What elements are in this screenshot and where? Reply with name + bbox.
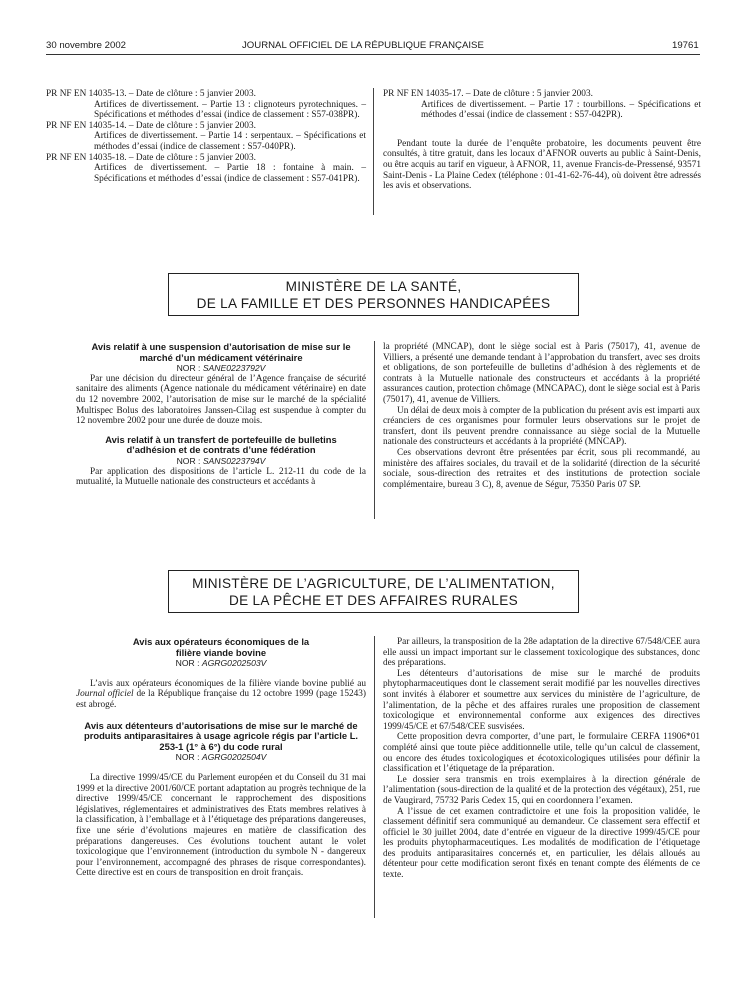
avis-detenteurs-body-right-4: Le dossier sera transmis en trois exemplaires à la direction générale de l’alimentation (sous-direction de la qualité et de la protection des végétaux), 251, rue de Vaugirard, 75732 Paris Cedex 15, qui en coordonnera l’examen.	[383, 774, 700, 806]
avis-transfert-body-right-2: Un délai de deux mois à compter de la publication du présent avis est imparti aux créanciers de ces organismes pour formuler leurs observations sur le projet de transfert, dont ils peuvent prendre connaissance au siège social de la Mutuelle nationale des constructeurs et accédants à la propriété (MNCAP).	[383, 405, 700, 448]
avis-detenteurs-body-left: La directive 1999/45/CE du Parlement européen et du Conseil du 31 mai 1999 et la directive 2001/60/CE portant adaptation au progrès technique de la directive 1999/45/CE concernant le rapprochement des dispositions législatives, réglementaires et administratives des Etats membres relatives à la classification, à l’emballage et à l’étiquetage des préparations dangereuses, fixe une série d’évolutions majeures en matière de classification des préparations dangereuses. Ces évolutions touchent autant le volet toxicologique que l’environnement (introduction du symbole N - dangereux pour l’environnement, accompagné des phrases de risque correspondantes). Cette directive est en cours de transposition en droit français.	[76, 772, 366, 879]
avis-operateurs-body: L’avis aux opérateurs économiques de la filière viande bovine publié au Journal officiel de la République française du 12 octobre 1999 (page 15243) est abrogé.	[76, 678, 367, 710]
standards-left-column	[46, 89, 366, 184]
standard-code: PR NF EN 14035-14. – Date de clôture : 5 janvier 2003.	[46, 120, 256, 131]
standard-entry	[383, 89, 701, 121]
avis-suspension-nor: NOR : SANE0223792V	[176, 363, 266, 374]
standard-code: PR NF EN 14035-17. – Date de clôture : 5 janvier 2003.	[383, 89, 593, 99]
ministry-agriculture-line1: MINISTÈRE DE L’AGRICULTURE, DE L’ALIMENTATION,	[192, 576, 555, 591]
standard-code: PR NF EN 14035-18. – Date de clôture : 5 janvier 2003.	[46, 152, 256, 163]
avis-detenteurs-body-right-5: A l’issue de cet examen contradictoire et une fois la proposition validée, le classement définitif sera communiqué au demandeur. Ce classement sera effectif et officiel le 30 juillet 2004, date d’entrée en vigueur de la directive 1999/45/CE pour les produits phytopharmaceutiques. Les modalités de modification de l’étiquetage des produits antiparasitaires concernés et, en particulier, les délais alloués au détenteur pour cette modification seront fixés en tenant compte des éléments de ce texte.	[383, 806, 700, 881]
avis-operateurs-title: Avis aux opérateurs économiques de la filière viande bovine	[132, 636, 310, 658]
avis-detenteurs-title: Avis aux détenteurs d’autorisations de mise sur le marché de produits antiparasitaires à usage agricole régis par l’article L. 253-1 (1° à 6°) du code rural	[83, 719, 359, 752]
standard-entry	[46, 121, 366, 153]
avis-suspension-title: Avis relatif à une suspension d’autorisation de mise sur le marché d’un médicament vétérinaire	[91, 341, 351, 363]
avis-operateurs-nor: NOR : AGRG0202503V	[175, 658, 267, 669]
avis-detenteurs-body-right-2: Les détenteurs d’autorisations de mise sur le marché de produits phytopharmaceutiques dont le classement serait modifié par les nouvelles directives sont invités à élaborer et soumettre aux services du ministère de l’agriculture, de l’alimentation, de la pêche et des affaires rurales une proposition de classement toxicologique et environnemental conforme aux exigences des directives 1999/45/CE et 67/548/CEE susvisées.	[383, 668, 700, 732]
avis-transfert-nor: NOR : SANS0223794V	[176, 455, 266, 466]
page-number: 19761	[672, 40, 699, 51]
column-divider	[374, 341, 375, 519]
enquiry-paragraph: Pendant toute la durée de l’enquête probatoire, les documents peuvent être consultés, à titre gratuit, dans les locaux d’AFNOR ouverts au public à Saint-Denis, ou être acquis au tarif en vigueur, à AFNOR, 11, avenue Francis-de-Pressensé, 93571 Saint-Denis - La Plaine Cedex (téléphone : 01-41-62-76-44), où doivent être adressés les avis et observations.	[383, 138, 701, 192]
ministry-sante-box	[168, 273, 579, 316]
avis-suspension-body: Par une décision du directeur général de l’Agence française de sécurité sanitaire des aliments (Agence nationale du médicament vétérinaire) en date du 12 novembre 2002, l’autorisation de mise sur le marché de la spécialité Multispec Bolus des laboratoires Janssen-Cilag est suspendue à compter du 12 novembre 2002 pour une durée de douze mois.	[76, 373, 366, 427]
ministry-agriculture-box	[168, 570, 579, 613]
standard-code: PR NF EN 14035-13. – Date de clôture : 5 janvier 2003.	[46, 89, 256, 99]
sante-right-column	[383, 342, 700, 490]
ministry-sante-line2: DE LA FAMILLE ET DES PERSONNES HANDICAPÉES	[196, 296, 551, 311]
avis-transfert-body-right-1: la propriété (MNCAP), dont le siège social est à Paris (75017), 41, avenue de Villiers, a présenté une demande tendant à l’approbation du transfert, avec ses droits et obligations, de son portefeuille de bulletins d’adhésion à des règlements et de contrats à la Mutuelle nationale des constructeurs et accédants à la propriété assurances caution, protection chômage (MNCAPAC), dont le siège social est à Paris (75017), 41, avenue de Villiers.	[383, 342, 700, 405]
avis-detenteurs-nor: NOR : AGRG0202504V	[175, 752, 267, 763]
standard-description: Artifices de divertissement. – Partie 18 : fontaine à main. – Spécifications et méthodes d’essai (indice de classement : S57-041PR).	[94, 163, 366, 184]
ministry-agriculture-line2: DE LA PÊCHE ET DES AFFAIRES RURALES	[228, 593, 518, 608]
sante-left-column	[76, 342, 366, 488]
avis-transfert-body-right-3: Ces observations devront être présentées par écrit, sous pli recommandé, au ministère des affaires sociales, du travail et de la solidarité (direction de la sécurité sociale, sous-direction des retraites et des institutions de protection sociale complémentaire, bureau 3 C), 8, avenue de Ségur, 75350 Paris 07 SP.	[383, 447, 700, 490]
standard-description: Artifices de divertissement. – Partie 13 : clignoteurs pyrotechniques. – Spécifications et méthodes d’essai (indice de classement : S57-038PR).	[94, 99, 366, 121]
agriculture-left-column	[76, 637, 366, 879]
avis-transfert-body-left: Par application des dispositions de l’article L. 212-11 du code de la mutualité, la Mutuelle nationale des constructeurs et accédants à	[76, 466, 366, 488]
column-divider	[374, 636, 375, 918]
standard-description: Artifices de divertissement. – Partie 17 : tourbillons. – Spécifications et méthodes d’essai (indice de classement : S57-042PR).	[421, 99, 701, 121]
journal-title: JOURNAL OFFICIEL DE LA RÉPUBLIQUE FRANÇAISE	[242, 40, 484, 51]
header-date: 30 novembre 2002	[46, 40, 127, 51]
column-divider	[373, 88, 374, 215]
avis-detenteurs-body-right-1: Par ailleurs, la transposition de la 28e adaptation de la directive 67/548/CEE aura elle aussi un impact important sur le classement toxicologique des substances, donc des préparations.	[383, 637, 700, 669]
ministry-sante-line1: MINISTÈRE DE LA SANTÉ,	[285, 279, 462, 294]
standard-description: Artifices de divertissement. – Partie 14 : serpentaux. – Spécifications et méthodes d’essai (indice de classement : S57-040PR).	[94, 131, 366, 152]
header-rule	[46, 54, 700, 55]
avis-transfert-title: Avis relatif à un transfert de portefeuille de bulletins d’adhésion et de contrats d’une fédération	[105, 433, 337, 456]
standards-right-column	[383, 89, 701, 192]
standard-entry	[46, 153, 366, 185]
avis-detenteurs-body-right-3: Cette proposition devra comporter, d’une part, le formulaire CERFA 11906*01 complété ainsi que toute pièce additionnelle utile, telle qu’un calcul de classement, ou encore des études toxicologiques et écotoxicologiques utilisées pour définir la classification et l’étiquetage de la préparation.	[383, 732, 700, 775]
standard-entry	[46, 89, 366, 121]
agriculture-right-column	[383, 637, 700, 881]
